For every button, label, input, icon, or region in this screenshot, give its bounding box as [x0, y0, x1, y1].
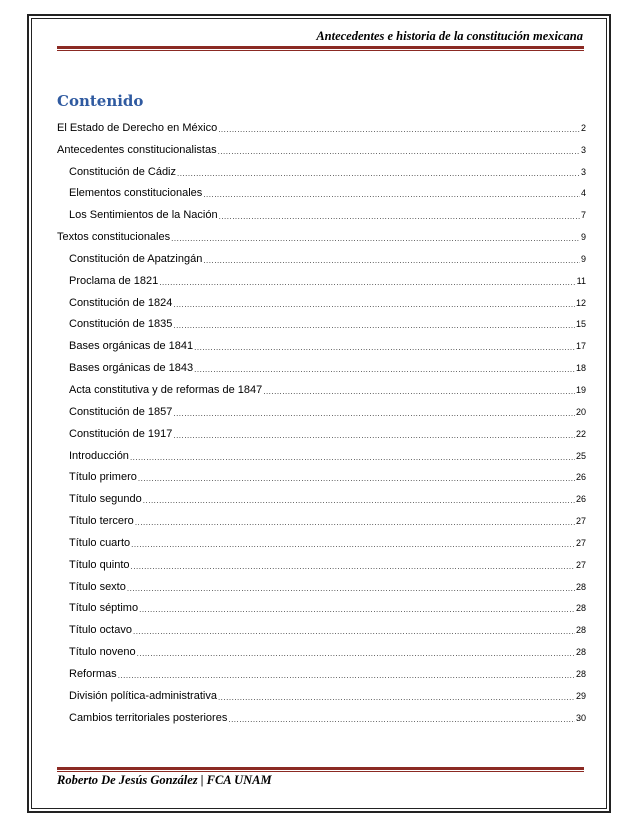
toc-entry-page: 19	[575, 384, 586, 395]
toc-entry-label: Constitución de 1824	[69, 296, 173, 309]
toc-entry-page: 9	[580, 232, 586, 243]
toc-entry-label: Cambios territoriales posteriores	[69, 711, 228, 724]
toc-dot-leader	[218, 125, 580, 135]
footer-rule	[57, 767, 584, 770]
toc-entry[interactable]	[57, 615, 586, 637]
toc-entry-label: Bases orgánicas de 1843	[69, 362, 194, 375]
toc-entry-page: 28	[575, 668, 586, 679]
toc-entry[interactable]	[57, 572, 586, 594]
toc-dot-leader	[177, 169, 580, 179]
toc-entry-label: Título noveno	[69, 646, 136, 659]
toc-dot-leader	[133, 627, 575, 637]
toc-entry[interactable]	[57, 135, 586, 157]
toc-dot-leader	[173, 409, 575, 419]
toc-entry[interactable]	[57, 331, 586, 353]
toc-entry[interactable]	[57, 703, 586, 725]
toc-entry-page: 22	[575, 428, 586, 439]
toc-entry-label: Título sexto	[69, 580, 126, 593]
toc-entry-page: 26	[575, 494, 586, 505]
toc-entry-page: 12	[575, 297, 586, 308]
toc-entry[interactable]	[57, 506, 586, 528]
toc-entry[interactable]	[57, 244, 586, 266]
toc-dot-leader	[219, 212, 580, 222]
toc-entry-label: Constitución de 1835	[69, 318, 173, 331]
footer-rule-thin	[57, 771, 584, 772]
toc-dot-leader	[139, 605, 575, 615]
toc-entry[interactable]	[57, 200, 586, 222]
toc-dot-leader	[218, 693, 575, 703]
toc-dot-leader	[137, 649, 575, 659]
toc-entry[interactable]	[57, 528, 586, 550]
toc-entry-page: 20	[575, 406, 586, 417]
toc-entry[interactable]	[57, 681, 586, 703]
header-rule-thin	[57, 50, 584, 51]
toc-entry-label: Constitución de Apatzingán	[69, 252, 203, 265]
toc-dot-leader	[143, 496, 575, 506]
toc-entry-label: Constitución de 1857	[69, 405, 173, 418]
toc-dot-leader	[203, 256, 580, 266]
toc-entry-page: 15	[575, 319, 586, 330]
toc-entry-page: 27	[575, 559, 586, 570]
toc-entry[interactable]	[57, 484, 586, 506]
toc-entry-page: 27	[575, 516, 586, 527]
toc-entry-page: 28	[575, 647, 586, 658]
toc-entry-label: Título tercero	[69, 515, 134, 528]
toc-entry[interactable]	[57, 353, 586, 375]
toc-entry-label: Título octavo	[69, 624, 132, 637]
toc-dot-leader	[171, 234, 580, 244]
toc-entry-label: Proclama de 1821	[69, 274, 159, 287]
toc-entry-label: Título segundo	[69, 493, 142, 506]
toc-entry[interactable]	[57, 288, 586, 310]
toc-entry-label: Textos constitucionales	[57, 231, 171, 244]
table-of-contents	[57, 113, 586, 725]
toc-entry-label: Constitución de Cádiz	[69, 165, 177, 178]
toc-dot-leader	[203, 190, 580, 200]
toc-dot-leader	[173, 321, 575, 331]
toc-entry-page: 11	[576, 275, 586, 286]
toc-entry[interactable]	[57, 113, 586, 135]
toc-entry-label: Reformas	[69, 667, 117, 680]
toc-dot-leader	[228, 715, 575, 725]
toc-dot-leader	[138, 474, 575, 484]
toc-entry-label: Constitución de 1917	[69, 427, 173, 440]
toc-entry-page: 29	[575, 690, 586, 701]
toc-entry-label: Título cuarto	[69, 536, 131, 549]
toc-entry[interactable]	[57, 375, 586, 397]
toc-dot-leader	[159, 278, 575, 288]
toc-dot-leader	[127, 584, 575, 594]
toc-dot-leader	[118, 671, 575, 681]
page-footer: Roberto De Jesús González | FCA UNAM	[57, 773, 272, 787]
toc-entry-page: 9	[580, 253, 586, 264]
toc-entry[interactable]	[57, 179, 586, 201]
toc-entry[interactable]	[57, 310, 586, 332]
header-rule	[57, 46, 584, 49]
toc-entry-label: Introducción	[69, 449, 129, 462]
toc-entry-page: 28	[575, 603, 586, 614]
toc-entry-page: 3	[580, 144, 586, 155]
toc-entry[interactable]	[57, 266, 586, 288]
toc-entry[interactable]	[57, 594, 586, 616]
toc-entry-page: 4	[580, 188, 586, 199]
toc-entry-label: Bases orgánicas de 1841	[69, 340, 194, 353]
toc-dot-leader	[131, 562, 575, 572]
toc-dot-leader	[130, 453, 575, 463]
toc-entry-page: 7	[580, 210, 586, 221]
toc-entry[interactable]	[57, 659, 586, 681]
toc-entry-label: El Estado de Derecho en México	[57, 121, 218, 134]
toc-entry[interactable]	[57, 441, 586, 463]
toc-entry-label: Los Sentimientos de la Nación	[69, 209, 218, 222]
toc-entry[interactable]	[57, 463, 586, 485]
toc-entry[interactable]	[57, 550, 586, 572]
toc-entry-label: Elementos constitucionales	[69, 187, 203, 200]
toc-entry-page: 28	[575, 625, 586, 636]
toc-dot-leader	[218, 147, 580, 157]
toc-dot-leader	[194, 343, 575, 353]
toc-entry[interactable]	[57, 419, 586, 441]
toc-dot-leader	[194, 365, 575, 375]
toc-entry-page: 26	[575, 472, 586, 483]
toc-entry-page: 3	[580, 166, 586, 177]
toc-dot-leader	[131, 540, 575, 550]
page-header: Antecedentes e historia de la constitución mexicana	[316, 29, 583, 43]
toc-entry[interactable]	[57, 157, 586, 179]
toc-entry-page: 2	[580, 122, 586, 133]
toc-entry[interactable]	[57, 637, 586, 659]
toc-entry[interactable]	[57, 397, 586, 419]
toc-dot-leader	[173, 431, 575, 441]
toc-entry-label: Título quinto	[69, 558, 130, 571]
toc-entry-label: Título séptimo	[69, 602, 139, 615]
toc-entry-page: 27	[575, 537, 586, 548]
toc-entry-page: 25	[575, 450, 586, 461]
toc-title: Contenido	[57, 92, 144, 110]
toc-dot-leader	[135, 518, 575, 528]
toc-entry-page: 17	[575, 341, 586, 352]
toc-entry-label: Título primero	[69, 471, 137, 484]
toc-entry[interactable]	[57, 222, 586, 244]
toc-dot-leader	[173, 300, 575, 310]
toc-dot-leader	[263, 387, 575, 397]
toc-entry-label: Antecedentes constitucionalistas	[57, 143, 217, 156]
toc-entry-page: 28	[575, 581, 586, 592]
toc-entry-page: 18	[575, 363, 586, 374]
toc-entry-page: 30	[575, 712, 586, 723]
toc-entry-label: División política-administrativa	[69, 689, 217, 702]
toc-entry-label: Acta constitutiva y de reformas de 1847	[69, 383, 263, 396]
